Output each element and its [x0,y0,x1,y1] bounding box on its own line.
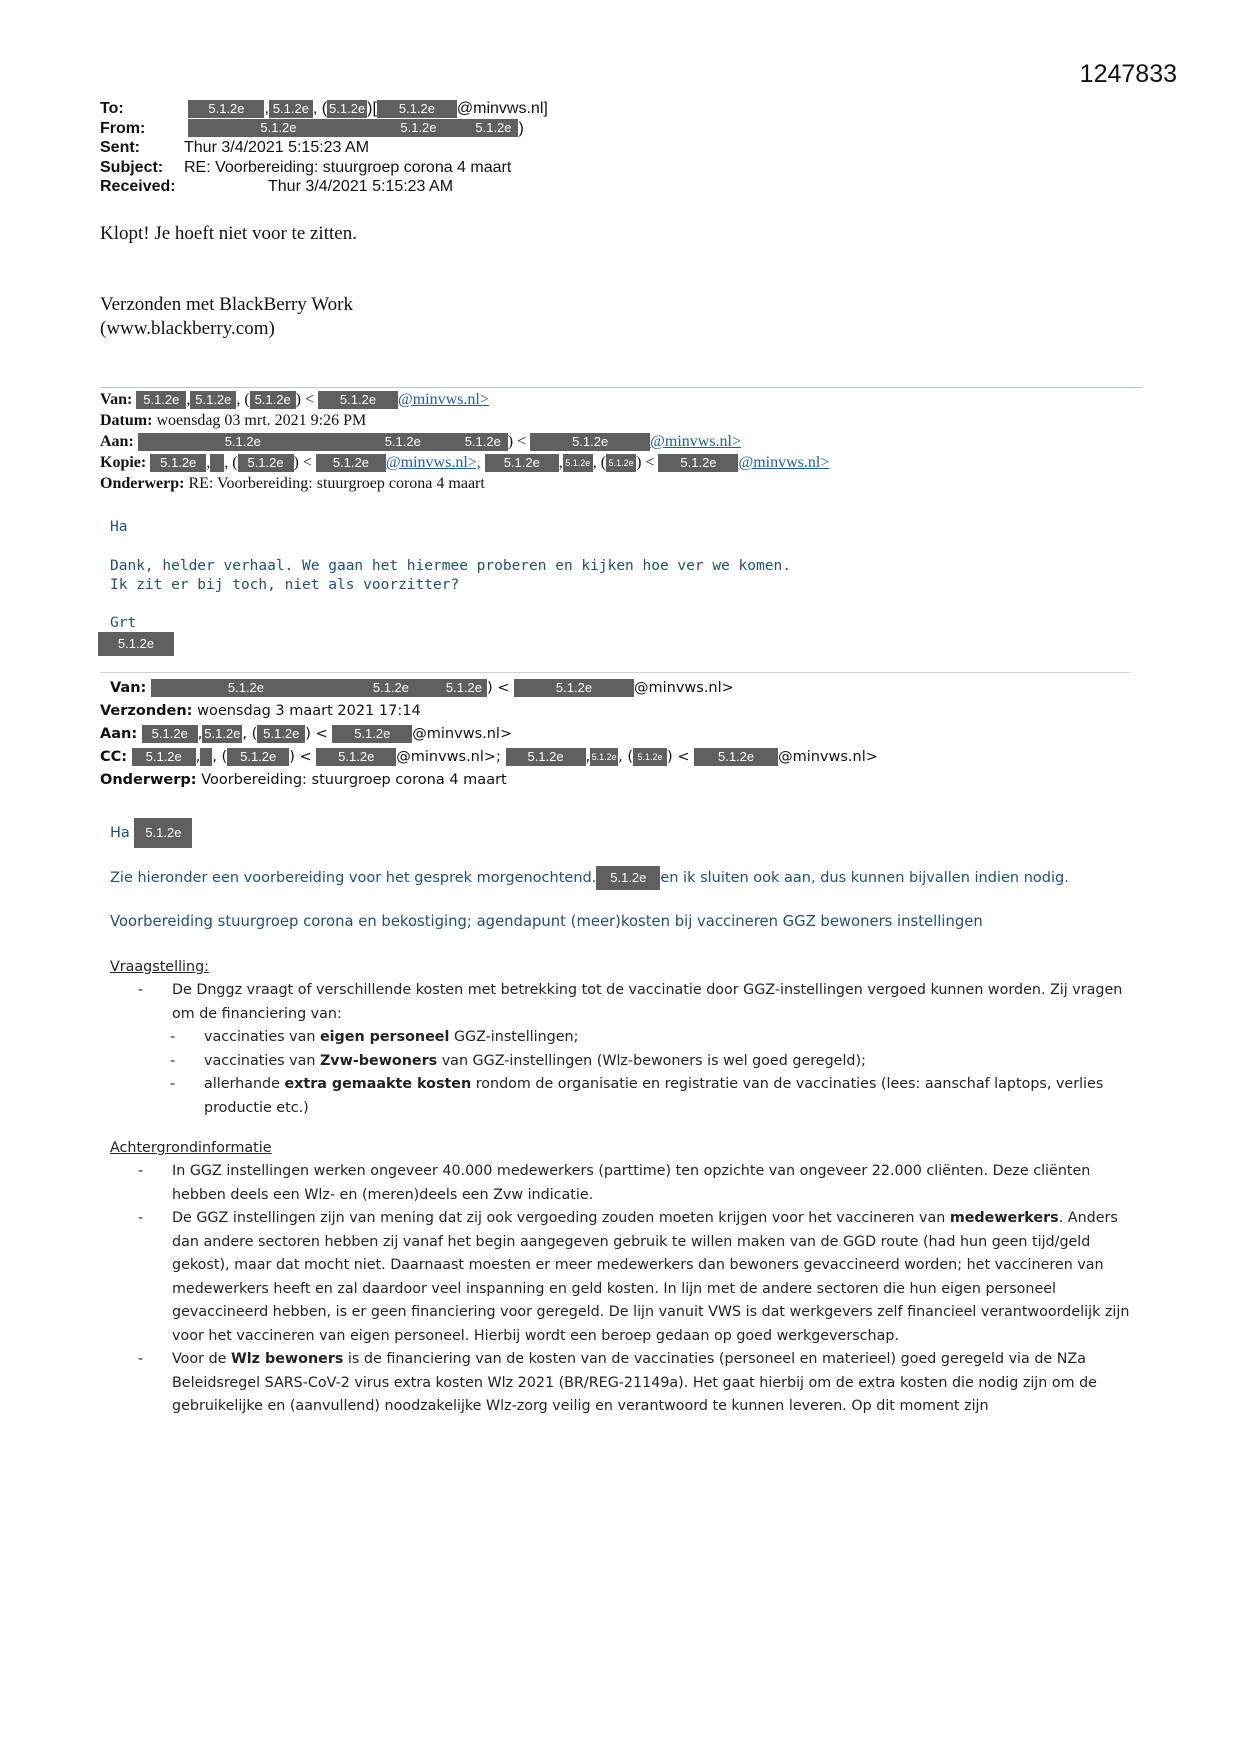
redaction: 5.1.2e [485,454,559,472]
redaction: 5.1.2e [257,725,305,743]
msg3-van: Van: 5.1.2e 5.1.2e 5.1.2e ) < 5.1.2e @minvws.nl> [110,680,734,696]
signature-line-1: Verzonden met BlackBerry Work [100,294,353,315]
received-line: Received: Thur 3/4/2021 5:15:23 AM [100,178,454,195]
achter-bullet-1: - In GGZ instellingen werken ongeveer 40.000 medewerkers (parttime) ten opzichte van ongeveer 22.000 cliënten. Deze cliënten hebben deels een Wlz- en (meren)deels een Zvw indicatie. [172,1160,1132,1207]
achter-heading: Achtergrondinformatie [110,1140,272,1156]
msg2-datum: Datum: woensdag 03 mrt. 2021 9:26 PM [100,412,367,429]
msg3-aan: Aan: 5.1.2e , 5.1.2e , ( 5.1.2e ) < 5.1.2e @minvws.nl> [100,726,513,742]
signature-line-2: (www.blackberry.com) [100,318,275,339]
redaction: 5.1.2e [238,454,294,472]
redaction: 5.1.2e [590,748,618,766]
vraag-body [172,979,1132,1120]
divider [100,672,1130,673]
vraag-sub-1: - vaccinaties van eigen personeel GGZ-instellingen; [204,1026,1132,1050]
msg2-van: Van: 5.1.2e , 5.1.2e , ( 5.1.2e ) < 5.1.2e @minvws.nl> [100,391,489,408]
redaction: 5.1.2e [506,748,586,766]
msg3-title: Voorbereiding stuurgroep corona en bekostiging; agendapunt (meer)kosten bij vaccineren GGZ bewoners instellingen [110,913,983,930]
redaction: 5.1.2e [441,679,487,697]
vraag-p1: - De Dnggz vraagt of verschillende kosten met betrekking tot de vaccinatie door GGZ-instellingen vergoed kunnen worden. Zij vragen om de financiering van: - vaccinaties van eigen personeel GGZ-instellingen; - vaccinaties van Zvw-bewoners van GGZ-instellingen (Wlz-bewoners is wel goed geregeld); - allerhande extra gemaakte kosten rondom de organisatie en registratie van de vaccinaties (lees: aanschaf laptops, verlies productie etc.) [172,979,1132,1120]
msg2-header [100,389,829,494]
msg3-greeting: Ha 5.1.2e [110,818,192,848]
redaction: 5.1.2e [530,433,650,451]
from-line: From: 5.1.2e 5.1.2e 5.1.2e ) [100,119,524,137]
redaction: 5.1.2e [596,866,660,890]
redaction: 5.1.2e [329,100,366,116]
document-id: 1247833 [1079,60,1177,88]
redaction [210,454,224,472]
redaction: 5.1.2e [188,119,368,137]
msg2-line-2: Ik zit er bij toch, niet als voorzitter? [110,577,460,593]
msg2-line-1: Dank, helder verhaal. We gaan het hiermee proberen en kijken hoe ver we komen. [110,558,791,574]
redaction: 5.1.2e [514,679,634,697]
redaction: 5.1.2e [132,748,196,766]
msg3-cc: CC: 5.1.2e , , ( 5.1.2e ) < 5.1.2e @minvws.nl>; 5.1.2e ,5.1.2e, ( 5.1.2e ) < 5.1.2e @minvws.nl> [100,749,878,765]
achter-bullet-2: - De GGZ instellingen zijn van mening dat zij ook vergoeding zouden moeten krijgen voor het vaccineren van medewerkers. Anders dan andere sectoren hebben zij vanaf het begin aangegeven gebruik te willen maken van de GGD route (had hun geen tijd/geld gekost), maar dat mocht niet. Daarnaast moesten er meer medewerkers dan bewoners gevaccineerd worden; het vaccineren van medewerkers heeft en zal daardoor veel inspanning en geld kosten. In lijn met de andere sectoren die hun eigen personeel gevaccineerd hebben, is er geen financiering voor geregeld. De lijn vanuit VWS is dat werkgevers zelf financieel verantwoordelijk zijn voor het vaccineren van eigen personeel. Hierbij wordt een beroep gedaan op goed werkgeverschap. [172,1207,1132,1348]
redaction: 5.1.2e [458,433,508,451]
redaction: 5.1.2e [136,391,186,409]
redaction: 5.1.2e [658,454,738,472]
to-line: To: 5.1.2e , 5.1.2e , ( 5.1.2e )[ 5.1.2e @minvws.nl] [100,100,548,117]
redaction: 5.1.2e [563,454,593,472]
msg3-onderwerp: Onderwerp: Voorbereiding: stuurgroep corona 4 maart [100,772,507,788]
redaction: 5.1.2e [142,725,198,743]
reply-text: Klopt! Je hoeft niet voor te zitten. [100,223,357,244]
subject-line: Subject: RE: Voorbereiding: stuurgroep corona 4 maart [100,158,512,176]
redaction: 5.1.2e [316,748,396,766]
redaction: 5.1.2e [694,748,778,766]
msg3-intro: Zie hieronder een voorbereiding voor het gesprek morgenochtend. 5.1.2e en ik sluiten ook aan, dus kunnen bijvallen indien nodig. [110,866,1069,890]
redaction [200,748,212,766]
msg2-closing: Grt [110,615,137,631]
redaction: 5.1.2e [332,725,412,743]
vraag-sub-3: - allerhande extra gemaakte kosten rondom de organisatie en registratie van de vaccinaties (lees: aanschaf laptops, verlies productie etc.) [204,1073,1132,1120]
redaction: 5.1.2e [633,748,667,766]
redaction: 5.1.2e [269,100,313,118]
redaction: 5.1.2e [204,726,241,741]
msg2-greeting: Ha [110,519,128,535]
redaction: 5.1.2e [98,632,174,656]
redaction: 5.1.2e [138,433,348,451]
redaction: 5.1.2e [190,391,236,409]
redaction: 5.1.2e [348,433,458,451]
redaction: 5.1.2e [151,679,341,697]
redaction: 5.1.2e [377,100,457,118]
sent-line: Sent: Thur 3/4/2021 5:15:23 AM [100,139,370,156]
email-header [100,99,548,197]
redaction: 5.1.2e [316,454,386,472]
msg2-signature [98,632,174,656]
redaction: 5.1.2e [318,391,398,409]
redaction: 5.1.2e [606,454,636,472]
vraag-heading: Vraagstelling: [110,959,209,975]
redaction: 5.1.2e [368,119,468,137]
msg3-verzonden: Verzonden: woensdag 3 maart 2021 17:14 [100,703,421,719]
msg3-header [100,677,878,792]
redaction: 5.1.2e [250,391,296,409]
vraag-sub-2: - vaccinaties van Zvw-bewoners van GGZ-instellingen (Wlz-bewoners is wel goed geregeld); [204,1050,1132,1074]
msg2-kopie: Kopie: 5.1.2e , , ( 5.1.2e ) < 5.1.2e @minvws.nl>, 5.1.2e , 5.1.2e , ( 5.1.2e ) < 5.1.2e @minvws.nl> [100,454,830,471]
redaction: 5.1.2e [134,818,192,848]
redaction: 5.1.2e [468,119,518,137]
achter-body [172,1160,1132,1419]
redaction: 5.1.2e [150,454,206,472]
redaction: 5.1.2e [341,679,441,697]
divider [100,387,1142,388]
msg2-onderwerp: Onderwerp: RE: Voorbereiding: stuurgroep corona 4 maart [100,475,485,492]
achter-bullet-3: - Voor de Wlz bewoners is de financiering van de kosten van de vaccinaties (personeel en materieel) goed geregeld via de NZa Beleidsregel SARS-CoV-2 virus extra kosten Wlz 2021 (BR/REG-21149a). Het gaat hierbij om de extra kosten die nodig zijn om de gebruikelijke en (aanvullend) noodzakelijke Wlz-zorg veilig en verantwoord te kunnen leveren. Op dit moment zijn [172,1348,1132,1419]
redaction: 5.1.2e [227,748,289,766]
redaction: 5.1.2e [188,100,264,118]
msg2-aan: Aan: 5.1.2e 5.1.2e 5.1.2e ) < 5.1.2e @minvws.nl> [100,433,742,450]
